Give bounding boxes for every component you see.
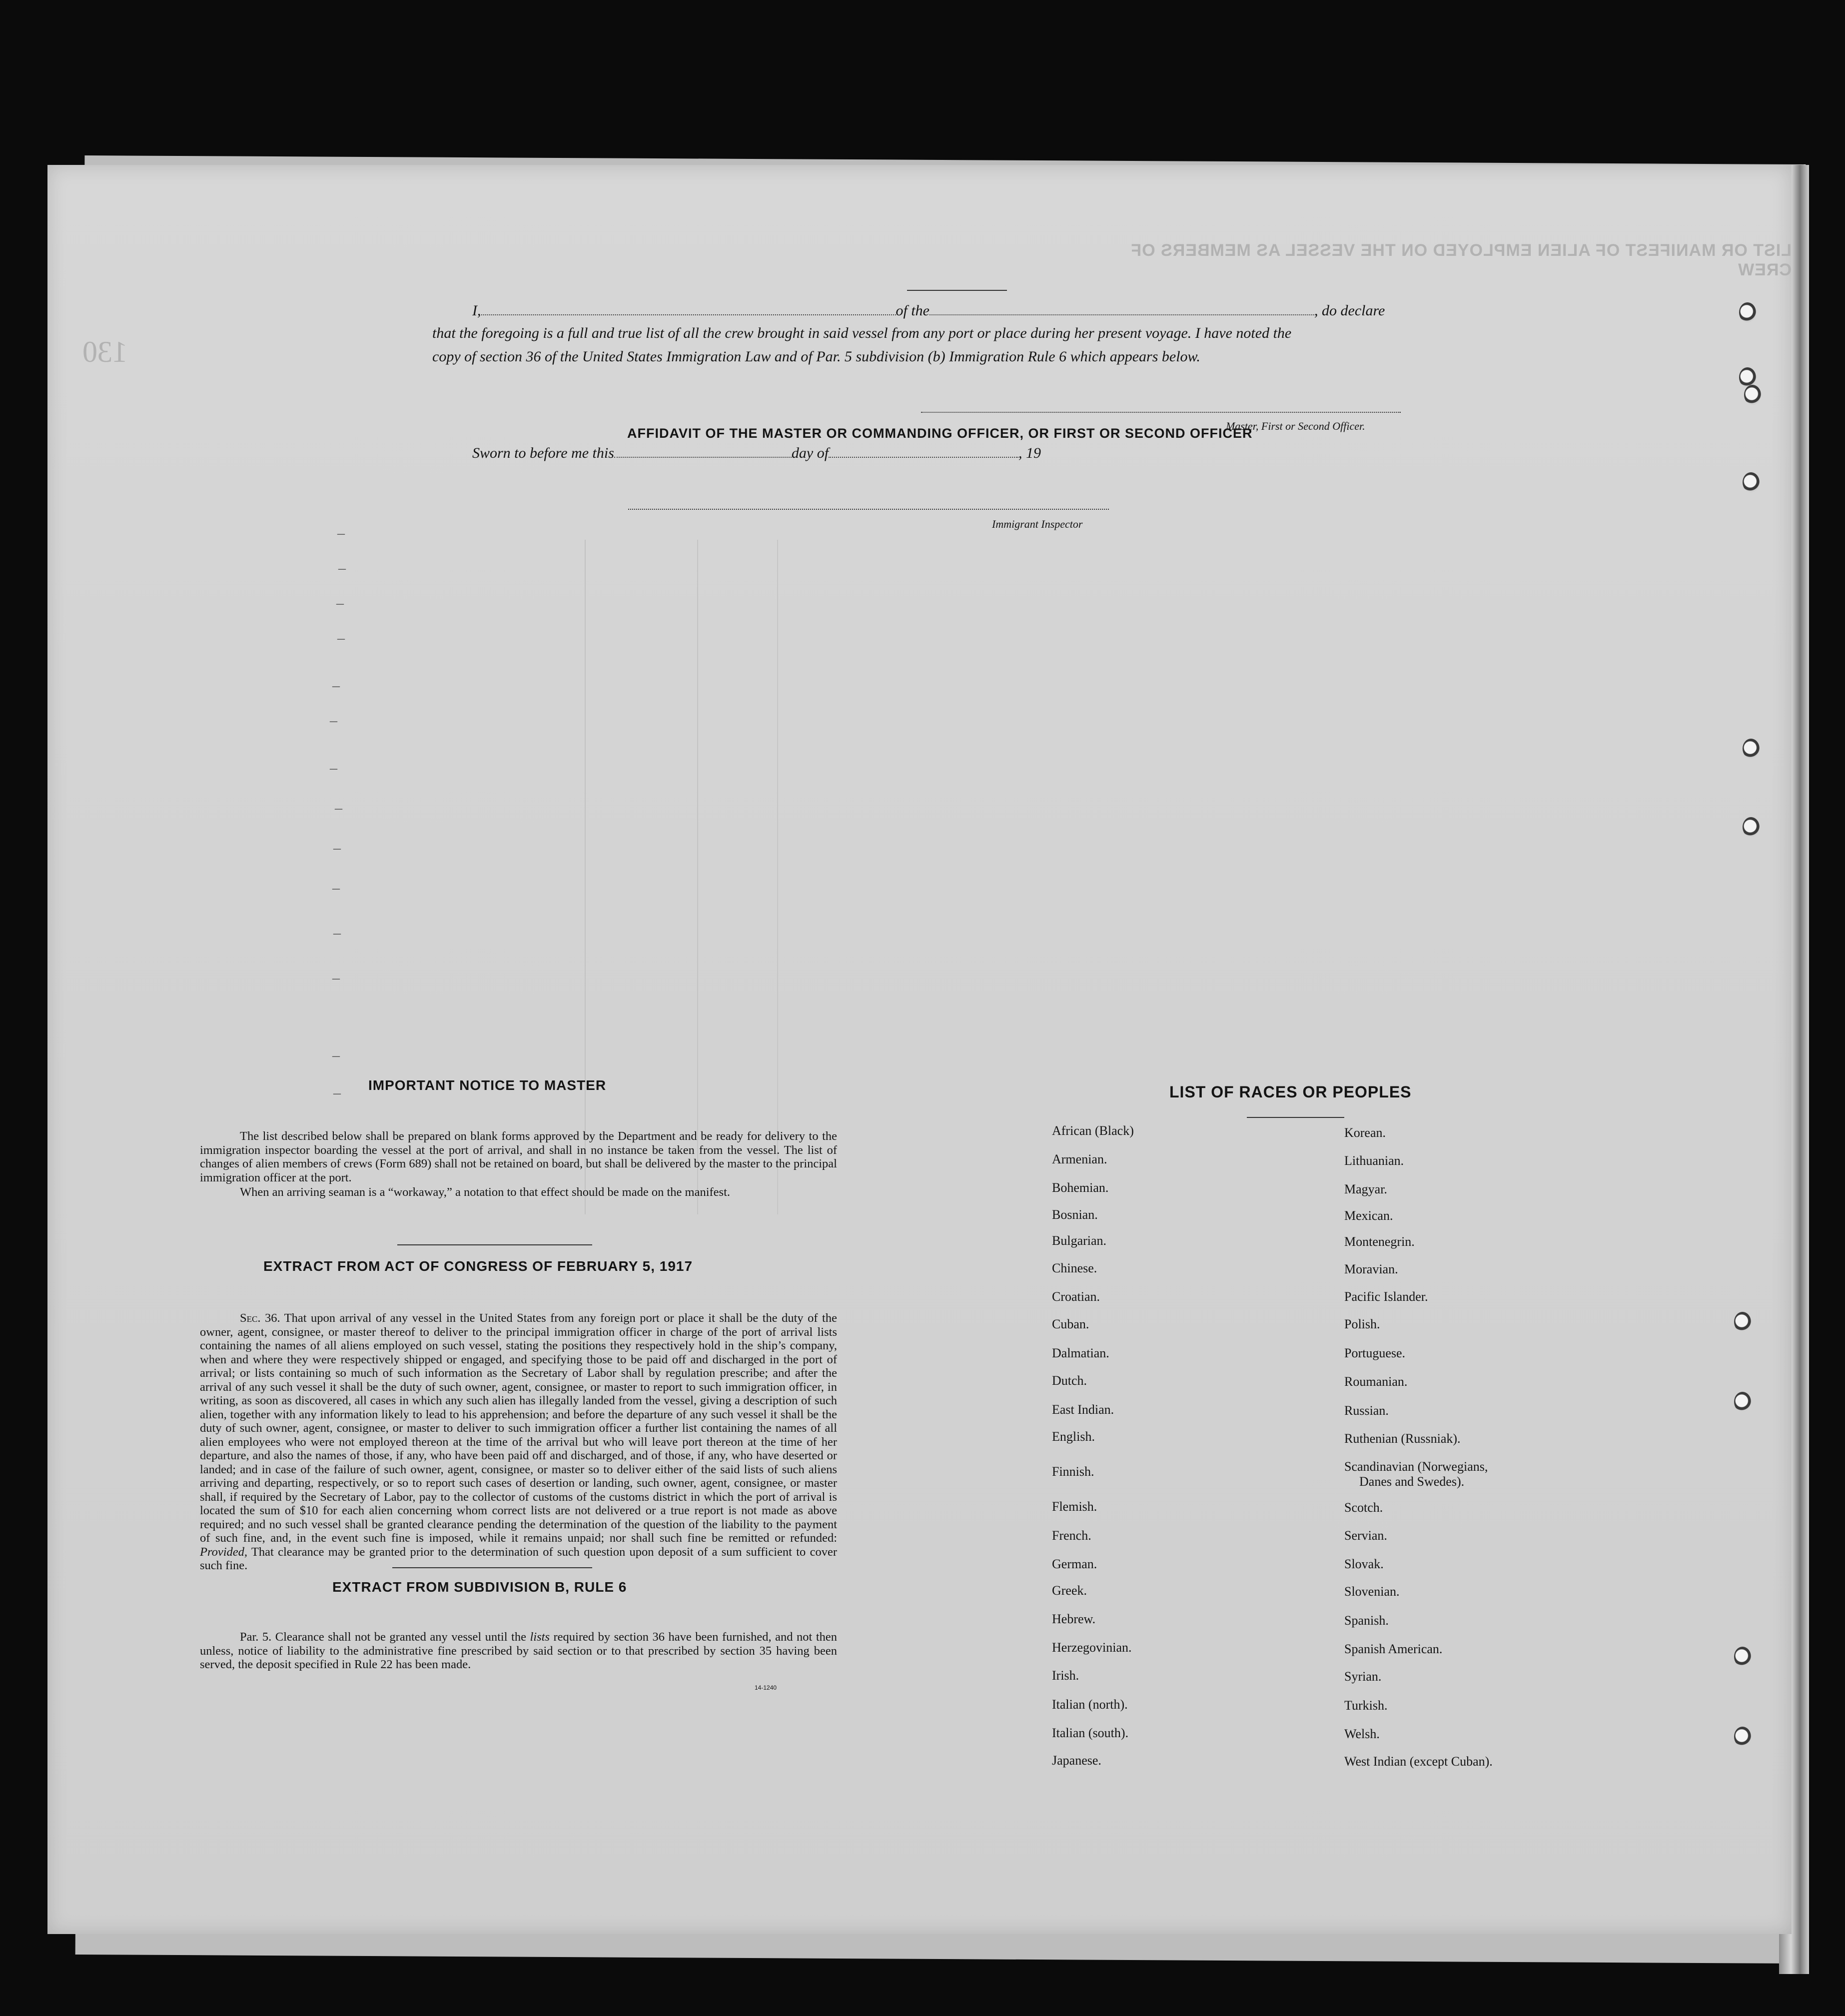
margin-dash: –: [330, 760, 337, 776]
section-36-text: That upon arrival of any vessel in the United States from any foreign port or place it shall be the duty of the owner, agent, consignee, or master thereof to deliver to the principal immigration officer in charge of the port of arrival lists containing the names of all aliens employed on such vessel, stating the positions they respectively hold in the ship’s company, when and where they were respectively shipped or engaged, and specifying those to be paid off and discharged in the port of arrival; or lists containing so much of such information as the Secretary of Labor shall by regulation prescribe; and after the arrival of any such vessel it shall be the duty of such owner, agent, consignee, or master to report to such immigration officer, in writing, as soon as discovered, all cases in which any such alien has illegally landed from the vessel, giving a description of such alien, together with any information likely to lead to his apprehension; and before the departure of any such vessel it shall be the duty of such owner, agent, consignee, or master to deliver to such immigration officer a further list containing the names of all alien employees who were not employed thereon at the time of the arrival but who will leave port thereon at the time of her departure, and also the names of those, if any, who have been paid off and discharged, and of those, if any, who have deserted or landed; and in case of the failure of such owner, agent, consignee, or master so to deliver either of the said lists of such aliens arriving and departing, respectively, or so to report such cases of desertion or landing, such owner, agent, consignee, or master shall, if required by the Secretary of Labor, pay to the collector of customs of the customs district in which the port of arrival is located the sum of $10 for each alien concerning whom correct lists are not delivered or a true report is not made as above required; and no such vessel shall be granted clearance pending the determination of the question of the liability to the payment of such fine, and, in the event such fine is imposed, while it remains unpaid; nor shall such fine be remitted or refunded:: [200, 1311, 837, 1545]
race-item-right: Moravian.: [1344, 1262, 1398, 1276]
margin-dash: –: [338, 560, 346, 576]
affidavit-line-2: that the foregoing is a full and true list of all the crew brought in said vessel from any port or place during her present voyage. I have noted the: [432, 325, 1292, 341]
race-item-left: English.: [1052, 1429, 1095, 1444]
race-item-right: Pacific Islander.: [1344, 1289, 1428, 1304]
binder-hole: [1734, 1647, 1751, 1667]
race-item-left: Hebrew.: [1052, 1612, 1096, 1626]
race-item-right: Polish.: [1344, 1317, 1380, 1331]
title-rule: [907, 290, 1007, 291]
race-item-right: Turkish.: [1344, 1698, 1388, 1713]
rule-extract-title: EXTRACT FROM SUBDIVISION B, RULE 6: [332, 1579, 627, 1595]
race-item-right: Russian.: [1344, 1403, 1389, 1418]
affidavit-of-the: of the: [896, 302, 929, 319]
race-item-right: Korean.: [1344, 1125, 1386, 1140]
binder-hole: [1734, 1727, 1751, 1747]
affidavit-do-declare: , do declare: [1314, 302, 1385, 319]
race-item-right: Scandinavian (Norwegians,: [1344, 1459, 1488, 1474]
binder-hole: [1743, 817, 1760, 837]
race-item-left: Flemish.: [1052, 1499, 1097, 1514]
rule-6-paragraph: [200, 1630, 837, 1672]
margin-dash: –: [333, 925, 341, 941]
race-item-left: Bohemian.: [1052, 1180, 1109, 1195]
race-item-left: Dalmatian.: [1052, 1346, 1109, 1360]
bleed-through-header: LIST OR MANIFEST OF ALIEN EMPLOYED ON THE VESSEL AS MEMBERS OF CREW: [1130, 241, 1792, 279]
notice-paragraph-2: When an arriving seaman is a “workaway,” a notation to that effect should be made on the manifest.: [240, 1185, 731, 1199]
margin-dash: –: [332, 970, 340, 986]
act-extract-title: EXTRACT FROM ACT OF CONGRESS OF FEBRUARY 5, 1917: [263, 1258, 693, 1274]
vessel-name-field: [929, 314, 1314, 315]
notice-title: IMPORTANT NOTICE TO MASTER: [368, 1077, 607, 1093]
race-item-left: Herzegovinian.: [1052, 1640, 1132, 1655]
races-title-rule: [1247, 1117, 1344, 1118]
faint-column-rule: [777, 540, 778, 1214]
race-item-left: German.: [1052, 1557, 1097, 1571]
race-item-left: Croatian.: [1052, 1289, 1100, 1304]
rule-6-text-a: Par. 5. Clearance shall not be granted any vessel until the: [240, 1630, 526, 1644]
races-title: LIST OF RACES OR PEOPLES: [1169, 1083, 1412, 1101]
notice-paragraph-1: The list described below shall be prepared on blank forms approved by the Department and be ready for delivery to the immigration inspector boarding the vessel at the port of arrival, and shall in no instance be taken from the vessel. The list of changes of alien members of crews (Form 689) shall not be retained on board, but shall be delivered by the master to the principal immigration officer at the port.: [200, 1129, 837, 1184]
race-item-right: Ruthenian (Russniak).: [1344, 1431, 1461, 1446]
master-name-field: [481, 314, 896, 315]
rule-6-text-b: required by section 36 have been furnished, and not then unless, notice of liability to the administrative fine prescribed by said section or to that prescribed by section 35 having been served, the deposit specified in Rule 22 has been made.: [200, 1630, 837, 1671]
section-36-paragraph: [200, 1311, 837, 1573]
race-item-left: East Indian.: [1052, 1402, 1114, 1417]
race-item-right: Roumanian.: [1344, 1374, 1408, 1389]
race-item-left: Cuban.: [1052, 1317, 1089, 1331]
sworn-day-field: [614, 457, 792, 458]
margin-dash: –: [330, 712, 337, 729]
race-item-left: French.: [1052, 1528, 1091, 1543]
binder-hole: [1739, 302, 1756, 322]
section-36-label: Sec. 36.: [240, 1311, 280, 1325]
binder-hole: [1734, 1392, 1751, 1412]
faint-column-rule: [697, 540, 698, 1214]
race-item-left: Bosnian.: [1052, 1207, 1098, 1222]
race-item-right: Portuguese.: [1344, 1346, 1406, 1360]
race-item-right: Slovak.: [1344, 1557, 1384, 1571]
race-item-right: Magyar.: [1344, 1182, 1387, 1196]
inspector-signature-caption: Immigrant Inspector: [992, 518, 1083, 530]
race-item-right: Spanish American.: [1344, 1642, 1443, 1656]
sworn-line: [472, 445, 1041, 462]
margin-dash: –: [337, 525, 345, 541]
race-scandinavian-continued: Danes and Swedes).: [1359, 1474, 1465, 1489]
sworn-text: Sworn to before me this: [472, 445, 614, 461]
race-item-right: Scotch.: [1344, 1500, 1383, 1515]
margin-dash: –: [336, 595, 344, 611]
margin-dash: –: [333, 840, 341, 856]
affidavit-declaration-line: [472, 302, 1385, 319]
race-item-right: Mexican.: [1344, 1208, 1393, 1223]
race-item-left: Chinese.: [1052, 1261, 1097, 1275]
margin-dash: –: [337, 630, 345, 646]
sworn-day-of: day of: [791, 445, 829, 461]
race-item-left: African (Black): [1052, 1123, 1134, 1138]
race-item-left: Japanese.: [1052, 1753, 1101, 1768]
race-item-right: Welsh.: [1344, 1727, 1380, 1741]
race-item-left: Dutch.: [1052, 1373, 1087, 1388]
manifest-page: [47, 165, 1792, 1934]
race-item-left: Bulgarian.: [1052, 1233, 1107, 1248]
margin-dash: –: [332, 1047, 340, 1063]
section-rule: [392, 1567, 592, 1568]
race-item-right: Spanish.: [1344, 1613, 1389, 1628]
bleed-through-page-number: 130: [82, 335, 127, 368]
race-item-left: Greek.: [1052, 1583, 1087, 1598]
race-item-right: Servian.: [1344, 1528, 1387, 1543]
margin-dash: –: [332, 677, 340, 694]
section-36-text-end: That clearance may be granted prior to the determination of such question upon deposit of a sum sufficient to cover such fine.: [200, 1545, 837, 1572]
binder-hole: [1734, 1312, 1751, 1332]
affidavit-i: I,: [472, 302, 481, 319]
race-item-left: Italian (north).: [1052, 1697, 1128, 1712]
provided-word: Provided,: [200, 1545, 248, 1559]
faint-column-rule: [585, 540, 586, 1214]
master-signature-caption: Master, First or Second Officer.: [1226, 420, 1365, 432]
race-item-right: Slovenian.: [1344, 1584, 1400, 1599]
margin-dash: –: [333, 1084, 341, 1101]
race-item-left: Armenian.: [1052, 1152, 1107, 1166]
affidavit-line-3: copy of section 36 of the United States Immigration Law and of Par. 5 subdivision (b) Immigration Rule 6 which appears below.: [432, 348, 1200, 365]
race-item-right: Montenegrin.: [1344, 1234, 1415, 1249]
affidavit-title: AFFIDAVIT OF THE MASTER OR COMMANDING OFFICER, OR FIRST OR SECOND OFFICER: [627, 426, 1253, 441]
inspector-signature-line: [628, 509, 1109, 510]
race-item-right: Lithuanian.: [1344, 1153, 1404, 1168]
master-signature-line: [921, 412, 1401, 413]
binder-hole: [1744, 385, 1761, 405]
race-item-left: Italian (south).: [1052, 1726, 1129, 1740]
lists-word: lists: [530, 1630, 550, 1644]
race-item-right: Syrian.: [1344, 1669, 1382, 1684]
margin-dash: –: [335, 800, 342, 816]
margin-dash: –: [332, 880, 340, 896]
binder-hole: [1739, 367, 1756, 387]
sworn-year: , 19: [1018, 445, 1041, 461]
binder-hole: [1743, 472, 1760, 492]
section-rule: [397, 1244, 592, 1245]
sworn-month-field: [829, 457, 1018, 458]
race-item-left: Finnish.: [1052, 1464, 1094, 1479]
binder-hole: [1743, 739, 1760, 759]
race-item-left: Irish.: [1052, 1668, 1079, 1683]
race-item-right: West Indian (except Cuban).: [1344, 1754, 1493, 1769]
form-number: 14-1240: [755, 1684, 777, 1691]
